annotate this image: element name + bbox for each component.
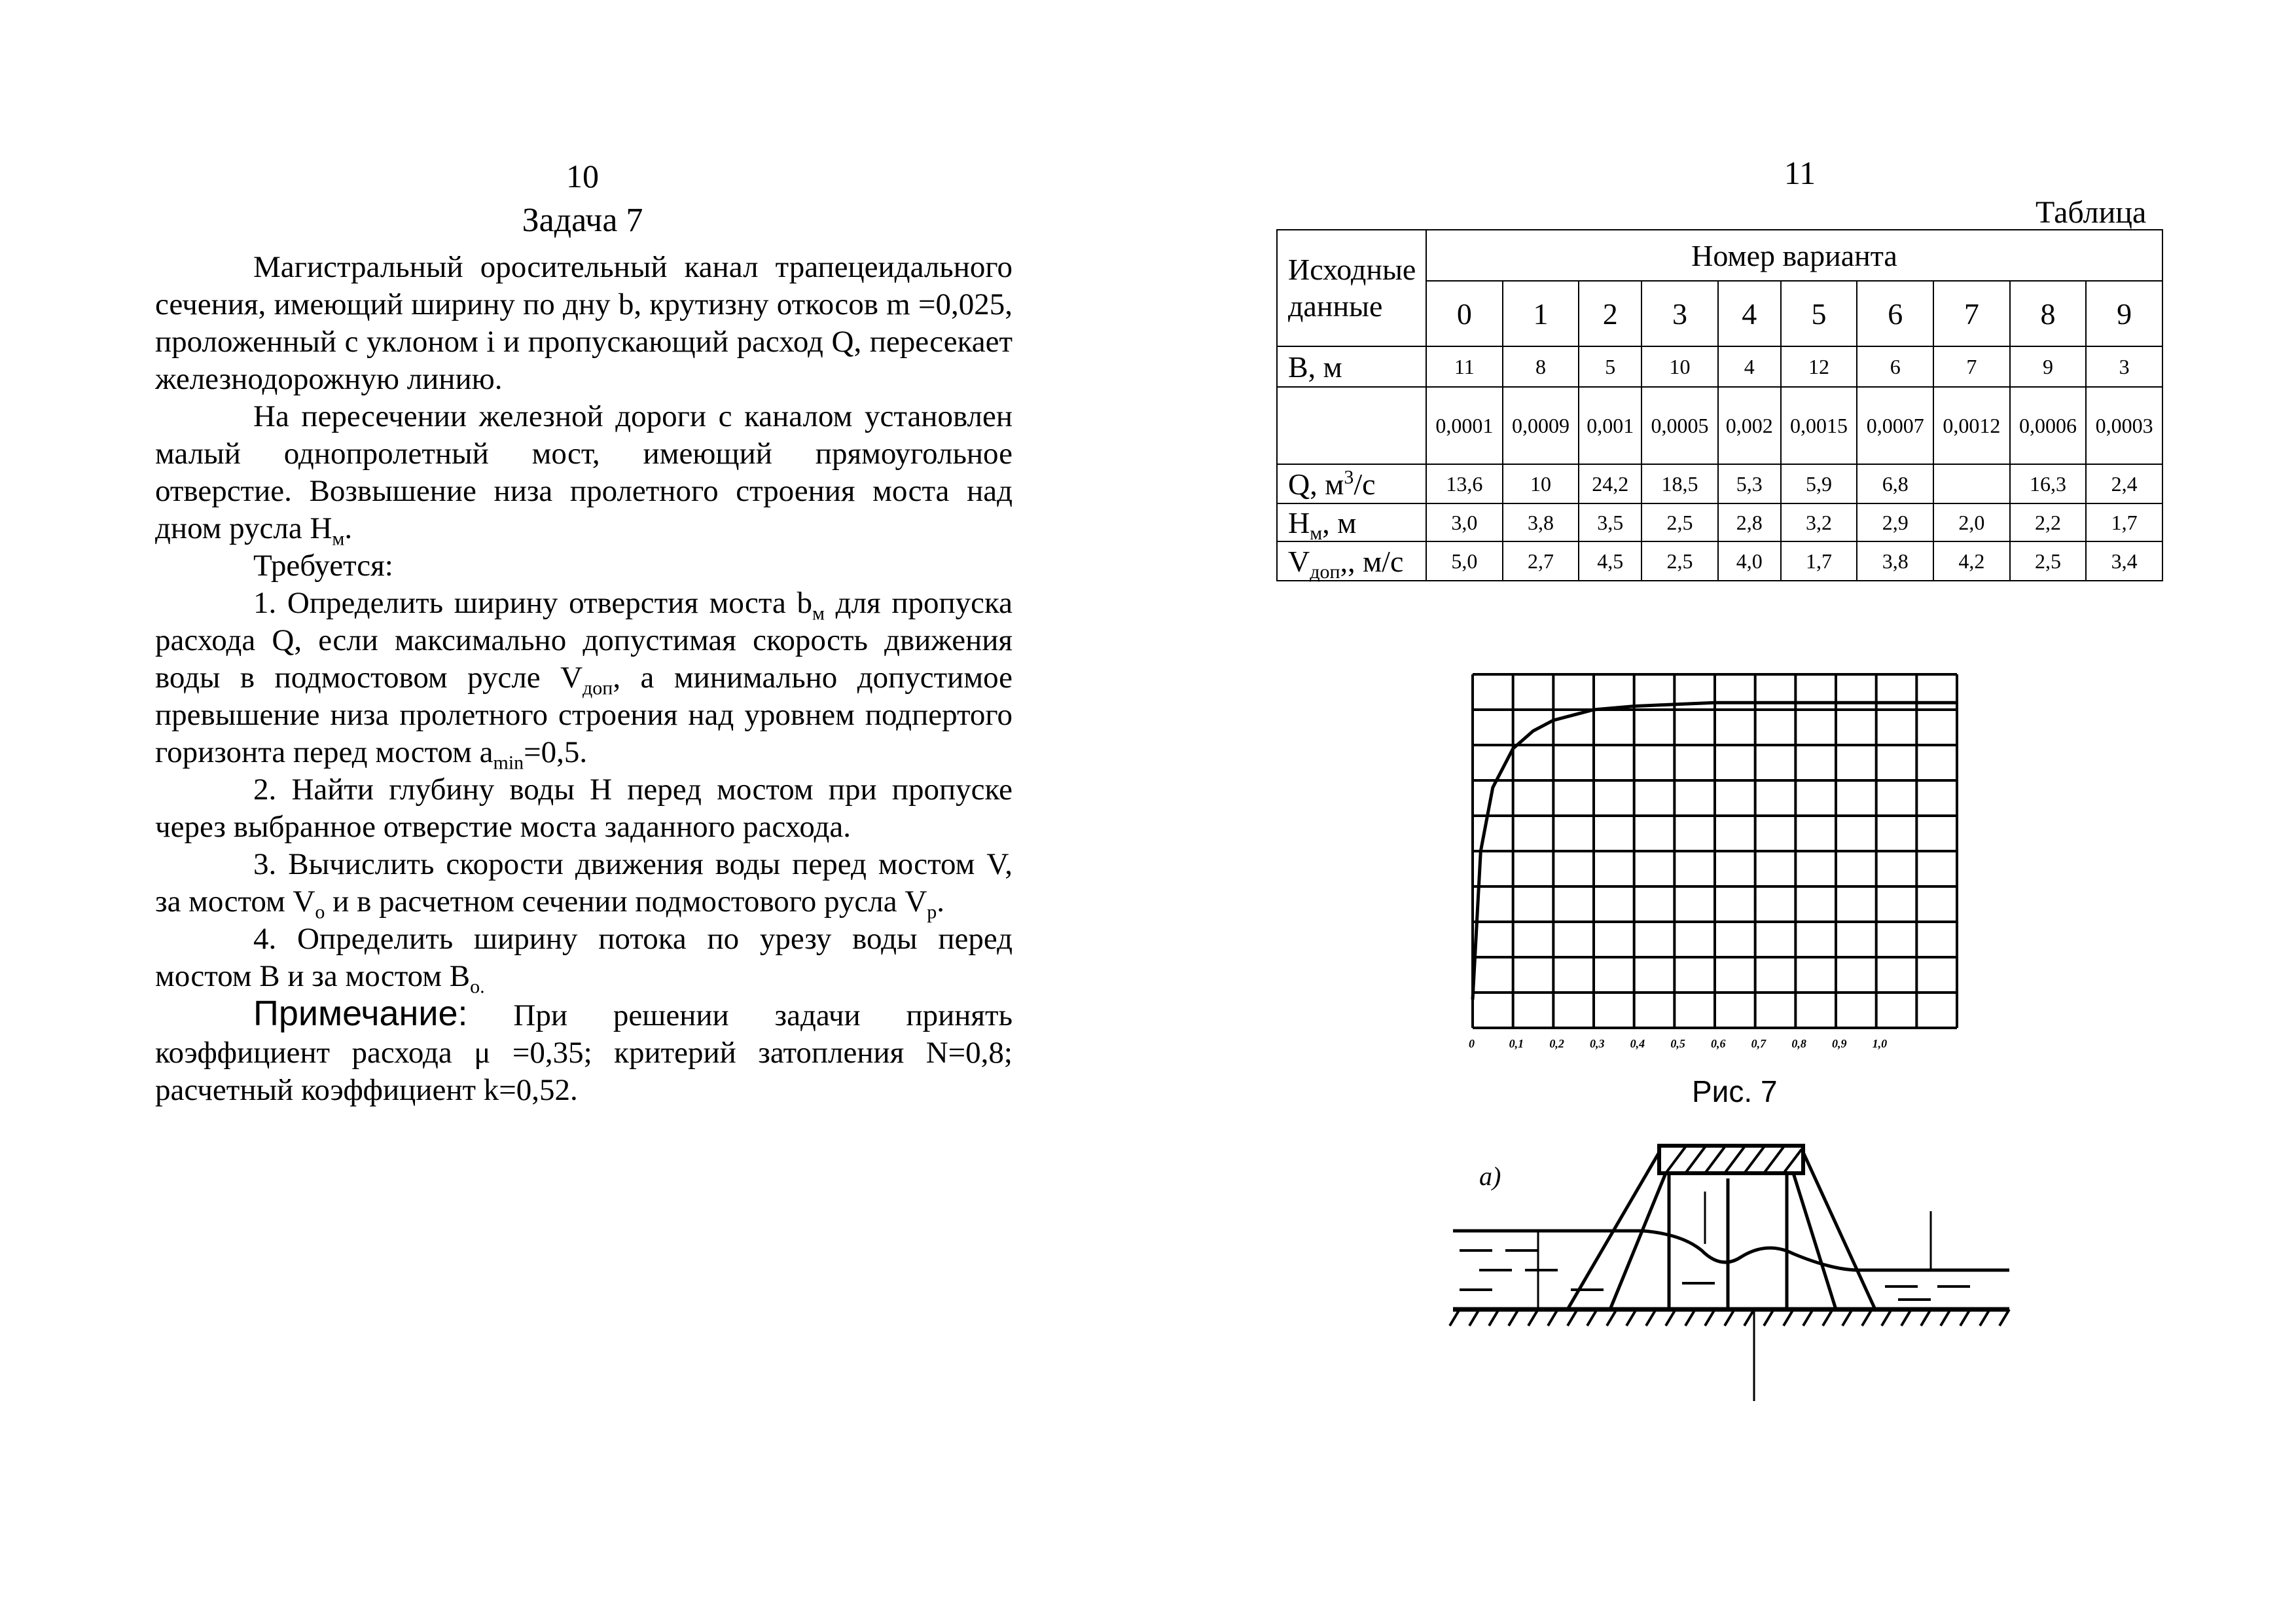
table-cell: 2,5 bbox=[1641, 541, 1718, 581]
table-cell: 5 bbox=[1579, 346, 1641, 387]
table-cell: 2,7 bbox=[1503, 541, 1579, 581]
table-cell: 4 bbox=[1718, 346, 1781, 387]
table-cell: 3,4 bbox=[2086, 541, 2162, 581]
item-2: 2. Найти глубину воды H перед мостом при пропуске через выбранное отверстие моста заданного расхода. bbox=[155, 773, 1013, 844]
note-heading: Примечание: bbox=[253, 994, 468, 1033]
chart-tick-label: 0,1 bbox=[1509, 1037, 1524, 1050]
table-cell: 9 bbox=[2010, 346, 2087, 387]
chart-tick-label: 0,3 bbox=[1590, 1037, 1605, 1050]
water-dashes bbox=[1460, 1250, 1970, 1300]
row-label-i bbox=[1277, 387, 1426, 464]
chart-tick-label: 0,8 bbox=[1791, 1037, 1806, 1050]
item-3: 3. Вычислить скорости движения воды перед мостом V, за мостом $V_о$ и в расчетном сечении подмостового русла $V_р$. bbox=[155, 847, 1013, 923]
table-cell: 2,5 bbox=[1641, 503, 1718, 541]
variant-number: 3 bbox=[1641, 281, 1718, 346]
table-cell: 2,8 bbox=[1718, 503, 1781, 541]
chart-tick-label: 0,7 bbox=[1751, 1037, 1767, 1050]
table-cell: 0,002 bbox=[1718, 387, 1781, 464]
table-cell: 2,4 bbox=[2086, 464, 2162, 503]
table-header-label: Исходные данные bbox=[1277, 230, 1426, 346]
paragraph-2: На пересечении железной дороги с каналом установлен малый однопролетный мост, имеющий прямоугольное отверстие. Возвышение низа пролетного строения моста над дном русла $H_м$. bbox=[155, 399, 1013, 550]
table-cell: 0,0012 bbox=[1933, 387, 2010, 464]
bridge-label: а) bbox=[1479, 1161, 1501, 1191]
bed-hatching bbox=[1450, 1309, 2009, 1326]
chart-tick-label: 0,6 bbox=[1711, 1037, 1726, 1050]
table-cell: 3,2 bbox=[1781, 503, 1857, 541]
table-cell: 5,9 bbox=[1781, 464, 1857, 503]
table-cell: 0,0006 bbox=[2010, 387, 2087, 464]
row-label-h: $H_м$, м bbox=[1277, 503, 1426, 541]
table-cell: 3,8 bbox=[1503, 503, 1579, 541]
variant-number: 8 bbox=[2010, 281, 2087, 346]
table-cell: 24,2 bbox=[1579, 464, 1641, 503]
chart-tick-labels bbox=[1469, 1037, 1887, 1050]
table-cell: 0,0015 bbox=[1781, 387, 1857, 464]
table-cell: 3,0 bbox=[1426, 503, 1503, 541]
task-title: Задача 7 bbox=[522, 202, 643, 239]
chart-grid bbox=[1473, 674, 1957, 1028]
table-cell: 2,9 bbox=[1857, 503, 1933, 541]
figure-caption: Рис. 7 bbox=[1692, 1074, 1778, 1108]
table-cell: 0,0003 bbox=[2086, 387, 2162, 464]
table-cell: 3,5 bbox=[1579, 503, 1641, 541]
item-4: 4. Определить ширину потока по урезу воды перед мостом B и за мостом $B_{о.}$ bbox=[155, 922, 1013, 998]
variant-number: 6 bbox=[1857, 281, 1933, 346]
variants-table bbox=[1276, 229, 2163, 581]
table-cell: 11 bbox=[1426, 346, 1503, 387]
table-cell: 7 bbox=[1933, 346, 2010, 387]
table-cell: 13,6 bbox=[1426, 464, 1503, 503]
page-number-left: 10 bbox=[566, 158, 599, 194]
table-cell: 18,5 bbox=[1641, 464, 1718, 503]
table-cell: 3,8 bbox=[1857, 541, 1933, 581]
table-cell: 6,8 bbox=[1857, 464, 1933, 503]
row-label-b: B, м bbox=[1277, 346, 1426, 387]
chart-tick-label: 0,9 bbox=[1832, 1037, 1847, 1050]
table-cell: 2,0 bbox=[1933, 503, 2010, 541]
item-1: 1. Определить ширину отверстия моста $b_м$ для пропуска расхода Q, если максимально допустимая скорость движения воды в подмостовом русле $V_{доп}$, а минимально допустимое превышение низа пролетного строения над уровнем подпертого горизонта перед мостом $a_{min}=0,5$. bbox=[155, 586, 1013, 774]
required-label: Требуется: bbox=[253, 549, 393, 583]
chart-tick-label: 0 bbox=[1469, 1037, 1475, 1050]
chart-tick-label: 1,0 bbox=[1872, 1037, 1888, 1050]
table-cell: 2,5 bbox=[2010, 541, 2087, 581]
table-cell: 6 bbox=[1857, 346, 1933, 387]
task-text bbox=[155, 249, 1013, 1109]
table-cell: 1,7 bbox=[2086, 503, 2162, 541]
chart-tick-label: 0,2 bbox=[1549, 1037, 1564, 1050]
variant-number: 4 bbox=[1718, 281, 1781, 346]
table-caption: Таблица bbox=[2036, 195, 2147, 230]
variant-number: 5 bbox=[1781, 281, 1857, 346]
table-cell: 4,5 bbox=[1579, 541, 1641, 581]
table-cell: 0,0007 bbox=[1857, 387, 1933, 464]
fig7-chart bbox=[1453, 661, 2016, 1067]
bridge-diagram bbox=[1440, 1113, 2016, 1427]
table-variant-header: Номер варианта bbox=[1426, 230, 2162, 281]
variant-number: 0 bbox=[1426, 281, 1503, 346]
page-number-right: 11 bbox=[1784, 155, 1816, 191]
table-cell: 16,3 bbox=[2010, 464, 2087, 503]
variant-number: 7 bbox=[1933, 281, 2010, 346]
table-cell: 4,2 bbox=[1933, 541, 2010, 581]
table-cell: 3 bbox=[2086, 346, 2162, 387]
variant-number: 9 bbox=[2086, 281, 2162, 346]
table-cell: 5,3 bbox=[1718, 464, 1781, 503]
chart-tick-label: 0,4 bbox=[1630, 1037, 1645, 1050]
table-cell: 10 bbox=[1503, 464, 1579, 503]
table-cell: 0,001 bbox=[1579, 387, 1641, 464]
note: Примечание: При решении задачи принять коэффициент расхода μ =0,35; критерий затопления N=0,8; расчетный коэффициент k=0,52. bbox=[155, 994, 1013, 1107]
depth-markers bbox=[1538, 1192, 1931, 1401]
table-cell bbox=[1933, 464, 2010, 503]
table-cell: 1,7 bbox=[1781, 541, 1857, 581]
table-cell: 12 bbox=[1781, 346, 1857, 387]
table-cell: 2,2 bbox=[2010, 503, 2087, 541]
table-cell: 10 bbox=[1641, 346, 1718, 387]
variant-number: 2 bbox=[1579, 281, 1641, 346]
paragraph-1: Магистральный оросительный канал трапецеидального сечения, имеющий ширину по дну b, крутизну откосов m =0,025, проложенный с уклоном i и пропускающий расход Q, пересекает железнодорожную линию. bbox=[155, 250, 1013, 396]
table-cell: 4,0 bbox=[1718, 541, 1781, 581]
table-cell: 8 bbox=[1503, 346, 1579, 387]
chart-tick-label: 0,5 bbox=[1670, 1037, 1685, 1050]
row-label-q: Q, $м^3/с$ bbox=[1277, 464, 1426, 503]
table-cell: 0,0009 bbox=[1503, 387, 1579, 464]
row-label-v: $V_{доп}$,, м/с bbox=[1277, 541, 1426, 581]
table-cell: 5,0 bbox=[1426, 541, 1503, 581]
table-cell: 0,0001 bbox=[1426, 387, 1503, 464]
variant-number: 1 bbox=[1503, 281, 1579, 346]
table-cell: 0,0005 bbox=[1641, 387, 1718, 464]
